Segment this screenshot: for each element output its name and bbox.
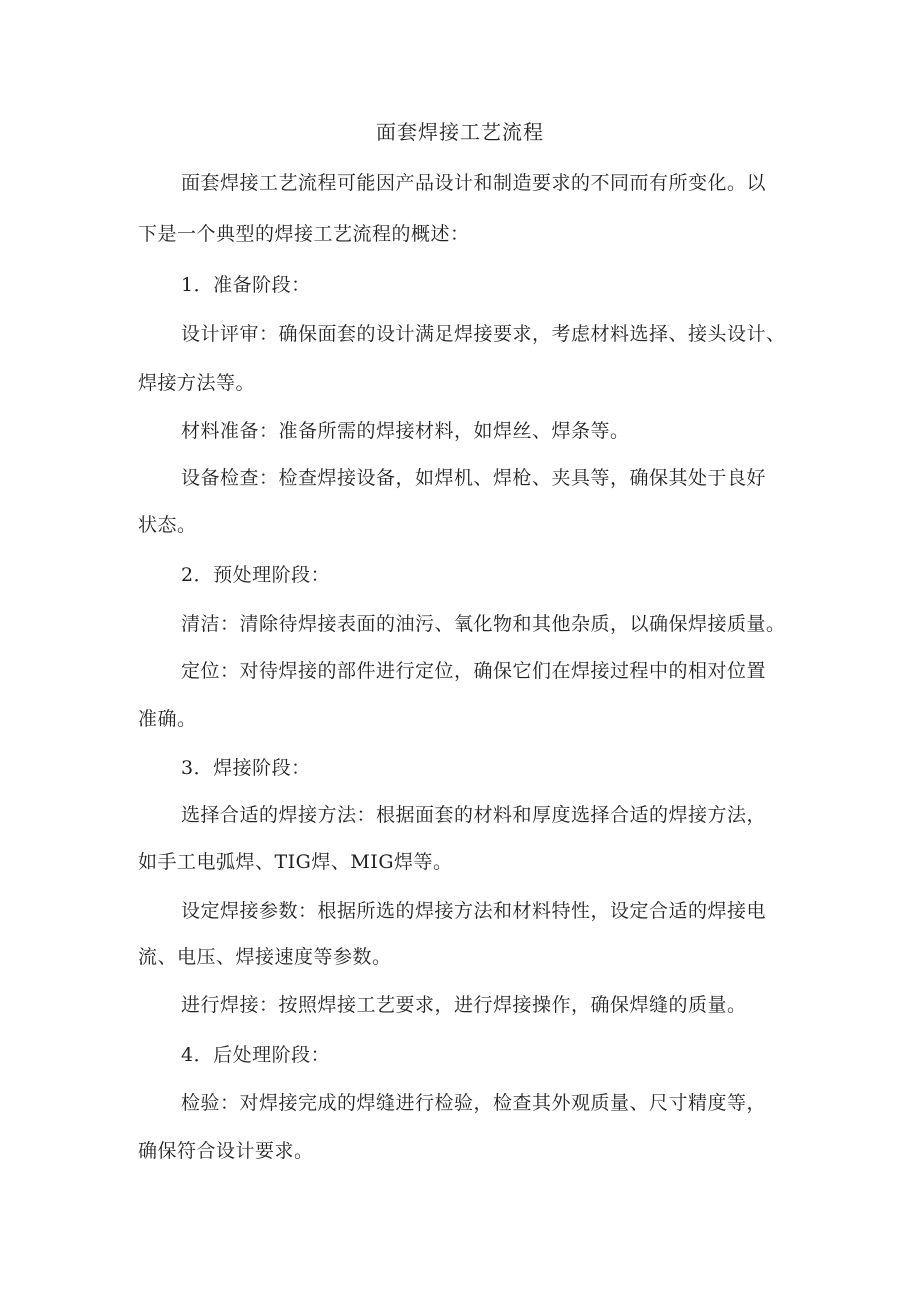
paragraph-line: 清洁：清除待焊接表面的油污、氧化物和其他杂质，以确保焊接质量。: [181, 613, 786, 635]
paragraph-line: 准确。: [138, 708, 197, 730]
paragraph-line: 如手工电弧焊、TIG焊、MIG焊等。: [138, 851, 453, 873]
section-heading: 1．准备阶段：: [181, 274, 311, 296]
paragraph-line: 选择合适的焊接方法：根据面套的材料和厚度选择合适的焊接方法，: [181, 804, 767, 826]
paragraph-line: 设备检查：检查焊接设备，如焊机、焊枪、夹具等，确保其处于良好: [181, 467, 767, 489]
section-heading: 4．后处理阶段：: [181, 1044, 331, 1066]
section-heading: 3．焊接阶段：: [181, 757, 311, 779]
paragraph-line: 状态。: [138, 514, 197, 536]
paragraph-line: 材料准备：准备所需的焊接材料，如焊丝、焊条等。: [181, 420, 630, 442]
paragraph-line: 进行焊接：按照焊接工艺要求，进行焊接操作，确保焊缝的质量。: [181, 994, 747, 1016]
page-title: 面套焊接工艺流程: [376, 120, 544, 144]
paragraph-line: 检验：对焊接完成的焊缝进行检验，检查其外观质量、尺寸精度等，: [181, 1092, 767, 1114]
paragraph-line: 确保符合设计要求。: [138, 1140, 314, 1162]
paragraph-line: 面套焊接工艺流程可能因产品设计和制造要求的不同而有所变化。以: [181, 172, 767, 194]
paragraph-line: 设计评审：确保面套的设计满足焊接要求，考虑材料选择、接头设计、: [181, 323, 786, 345]
paragraph-line: 下是一个典型的焊接工艺流程的概述：: [138, 223, 470, 245]
paragraph-line: 设定焊接参数：根据所选的焊接方法和材料特性，设定合适的焊接电: [181, 900, 767, 922]
paragraph-line: 定位：对待焊接的部件进行定位，确保它们在焊接过程中的相对位置: [181, 660, 767, 682]
section-heading: 2．预处理阶段：: [181, 564, 331, 586]
paragraph-line: 焊接方法等。: [138, 372, 256, 394]
paragraph-line: 流、电压、焊接速度等参数。: [138, 946, 392, 968]
